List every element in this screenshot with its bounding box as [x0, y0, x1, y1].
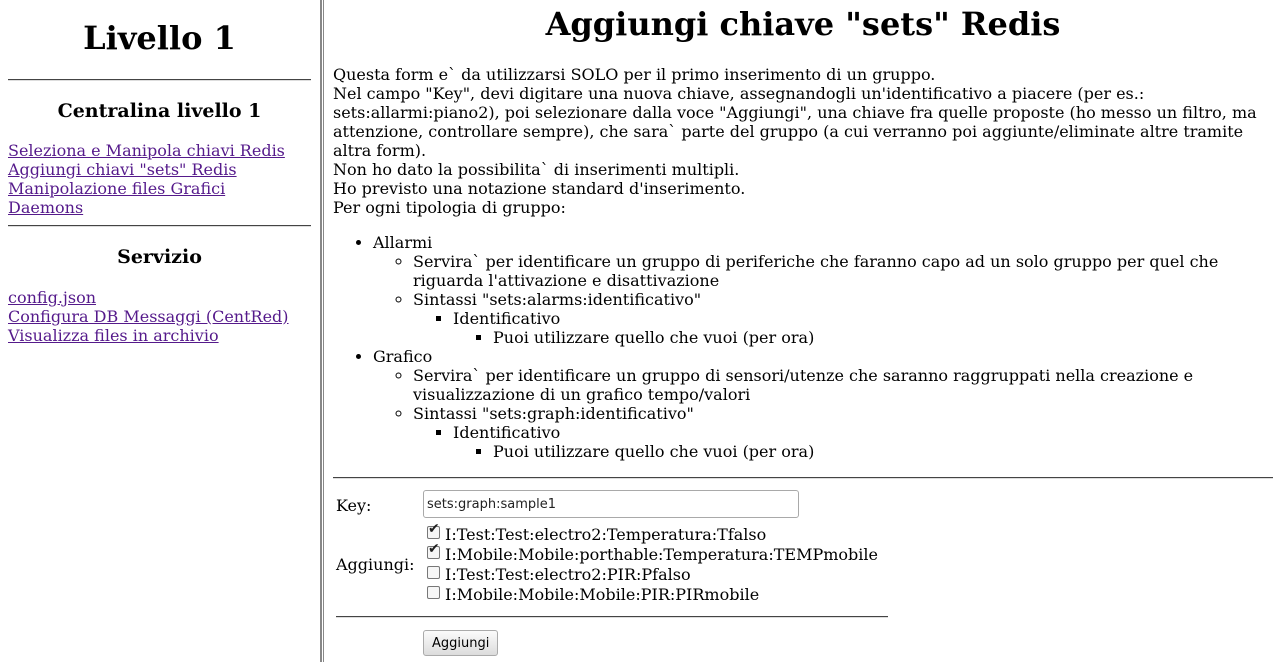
frame-divider[interactable] [320, 0, 324, 662]
main-content [333, 0, 1273, 662]
sidebar-links-centralina [8, 141, 285, 217]
list-item: ◦ Servira` per identificare un gruppo di periferiche che faranno capo ad un solo gruppo per quel che riguarda l'attivazione e disattivazione [413, 252, 1273, 290]
option-label: I:Test:Test:electro2:Temperatura:Tfalso [445, 525, 767, 544]
option-row [427, 545, 878, 564]
sidebar-divider [8, 225, 311, 227]
list-item [453, 423, 1273, 461]
sidebar-divider [8, 79, 311, 81]
intro-line: Nel campo "Key", devi digitare una nuova chiave, assegnandogli un'identificativo a piacere (per es.: sets:allarmi:piano2), poi selezionare dalla voce "Aggiungi", una chiave fra quelle proposte (ho messo un filtro, ma attenzione, controllare sempre), che sara` parte del gruppo (a cui verranno poi aggiunte/eliminate altre tramite altra form). [333, 84, 1257, 160]
key-input[interactable] [423, 490, 799, 518]
list-item: ▪ Puoi utilizzare quello che vuoi (per ora) [493, 328, 1273, 347]
link-config-json[interactable]: config.json [8, 288, 97, 307]
option-row [427, 525, 766, 544]
option-label: I:Test:Test:electro2:PIR:Pfalso [445, 565, 691, 584]
syntax-text: Sintassi "sets:graph:identificativo" [413, 404, 694, 423]
option-label: I:Mobile:Mobile:porthable:Temperatura:TEMPmobile [445, 545, 878, 564]
list-item [453, 309, 1273, 347]
list-item [373, 233, 1273, 347]
intro-line: Per ogni tipologia di gruppo: [333, 198, 566, 217]
intro-line: Non ho dato la possibilita` di inserimenti multipli. [333, 160, 740, 179]
option-label: I:Mobile:Mobile:Mobile:PIR:PIRmobile [445, 585, 760, 604]
list-item: ▪ Puoi utilizzare quello che vuoi (per ora) [493, 442, 1273, 461]
intro-line: Ho previsto una notazione standard d'inserimento. [333, 179, 746, 198]
section-heading-servizio: Servizio [117, 246, 202, 268]
content-divider [333, 477, 1273, 479]
sidebar-links-servizio [8, 288, 289, 345]
sidebar [0, 0, 319, 662]
option-row [427, 565, 691, 584]
add-label: Aggiungi: [336, 555, 415, 574]
link-configura-db[interactable]: Configura DB Messaggi (CentRed) [8, 307, 289, 326]
list-item [373, 347, 1273, 461]
group-name: Grafico [373, 347, 433, 366]
link-manipolazione-grafici[interactable]: Manipolazione files Grafici [8, 179, 226, 198]
option-checkbox[interactable] [427, 526, 440, 539]
form-divider [336, 616, 888, 618]
option-checkbox[interactable] [427, 586, 440, 599]
list-item: ◦ Servira` per identificare un gruppo di sensori/utenze che saranno raggruppati nella creazione e visualizzazione di un grafico tempo/valori [413, 366, 1273, 404]
option-row [427, 585, 759, 604]
intro-line: Questa form e` da utilizzarsi SOLO per il primo inserimento di un gruppo. [333, 65, 936, 84]
list-item [413, 404, 1273, 461]
group-name: Allarmi [373, 233, 433, 252]
page-title: Aggiungi chiave "sets" Redis [545, 5, 1061, 43]
section-heading-centralina: Centralina livello 1 [57, 100, 262, 122]
key-label: Key: [336, 496, 372, 515]
aggiungi-button[interactable]: Aggiungi [423, 630, 498, 656]
sidebar-title: Livello 1 [83, 19, 236, 57]
link-seleziona-manipola[interactable]: Seleziona e Manipola chiavi Redis [8, 141, 285, 160]
option-checkbox[interactable] [427, 546, 440, 559]
link-aggiungi-sets[interactable]: Aggiungi chiavi "sets" Redis [8, 160, 237, 179]
group-list [333, 233, 1273, 461]
link-daemons[interactable]: Daemons [8, 198, 84, 217]
link-visualizza-archivio[interactable]: Visualizza files in archivio [8, 326, 219, 345]
option-checkbox[interactable] [427, 566, 440, 579]
syntax-text: Sintassi "sets:alarms:identificativo" [413, 290, 702, 309]
id-label: Identificativo [453, 309, 561, 328]
intro-text [333, 65, 1273, 217]
list-item [413, 290, 1273, 347]
id-label: Identificativo [453, 423, 561, 442]
